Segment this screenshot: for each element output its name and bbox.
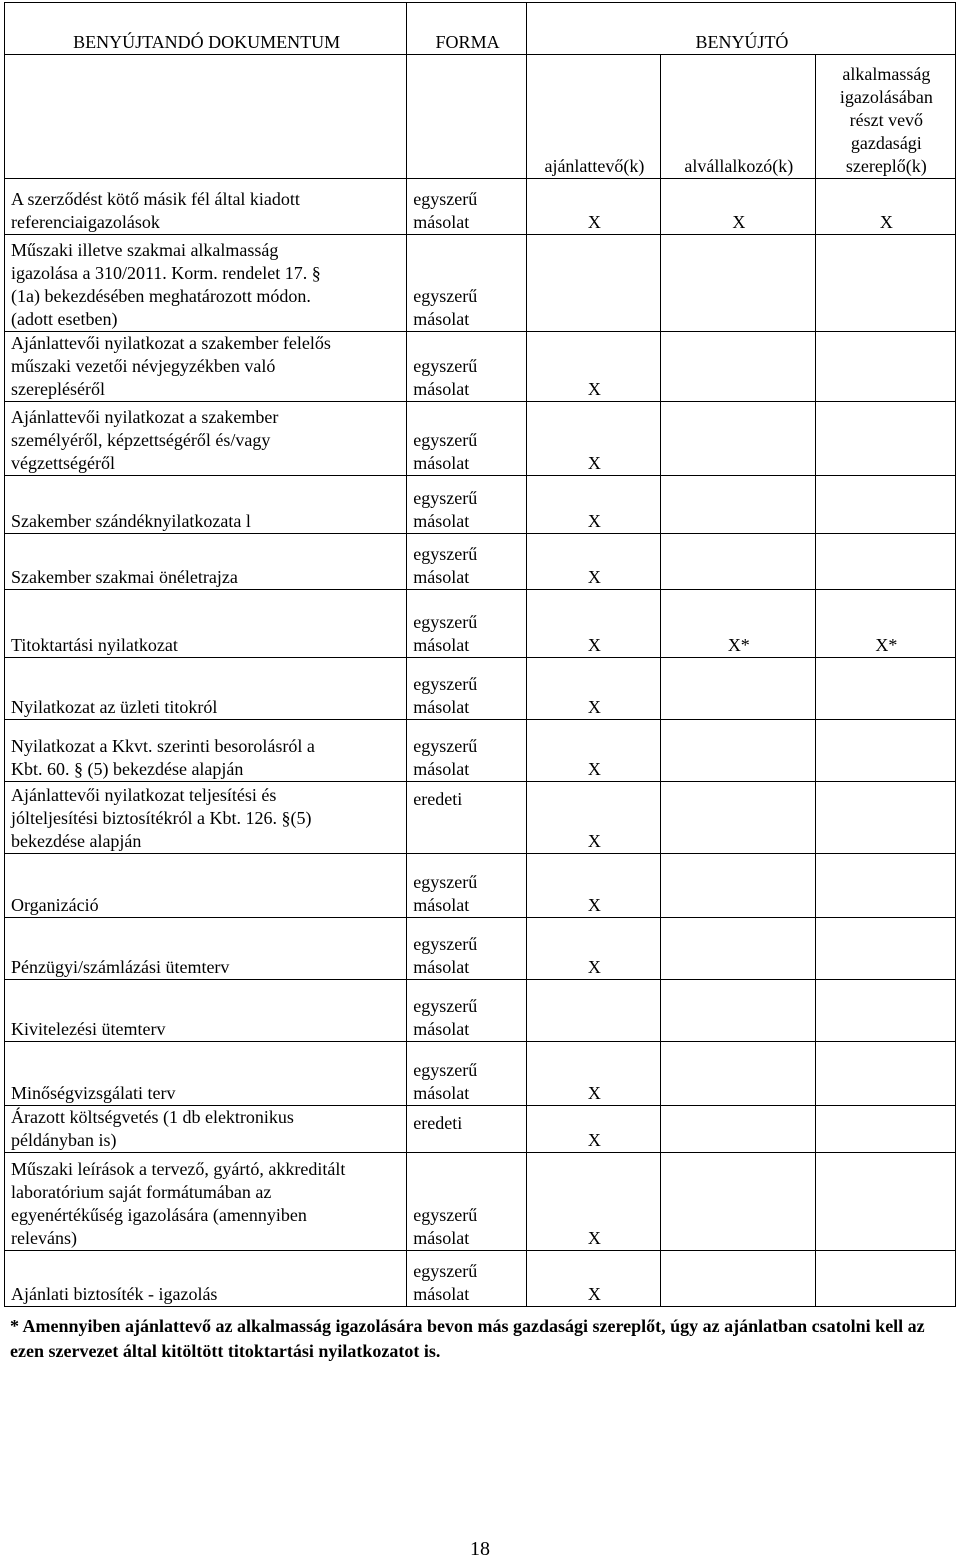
submitter-mark-a: X bbox=[526, 1153, 660, 1251]
document-name-line: Ajánlattevői nyilatkozat a szakember felelős bbox=[11, 333, 331, 353]
submitter-mark-c bbox=[815, 476, 955, 534]
submitter-mark-b bbox=[660, 332, 815, 402]
document-name-cell bbox=[5, 402, 407, 476]
table-row bbox=[5, 980, 956, 1042]
submitter-mark-b bbox=[660, 235, 815, 332]
submitter-mark-b bbox=[660, 402, 815, 476]
document-name-line: Nyilatkozat az üzleti titokról bbox=[11, 697, 218, 717]
form-line: másolat bbox=[413, 453, 470, 473]
header-capacity-line: szereplő(k) bbox=[845, 156, 927, 176]
header-capacity-participant bbox=[815, 55, 955, 179]
document-name-cell bbox=[5, 590, 407, 658]
submitter-mark-c bbox=[815, 235, 955, 332]
table-row bbox=[5, 1153, 956, 1251]
document-name-cell bbox=[5, 782, 407, 854]
header-bidder: ajánlattevő(k) bbox=[526, 55, 660, 179]
submitter-mark-c bbox=[815, 658, 955, 720]
submitter-mark-a: X bbox=[526, 918, 660, 980]
page-number: 18 bbox=[470, 1538, 490, 1560]
header-capacity-line: alkalmasság bbox=[842, 64, 931, 84]
document-name-line: laboratórium saját formátumában az bbox=[11, 1182, 272, 1202]
submitter-mark-a: X bbox=[526, 854, 660, 918]
document-name-cell bbox=[5, 980, 407, 1042]
submitter-mark-c bbox=[815, 854, 955, 918]
document-name-cell bbox=[5, 476, 407, 534]
form-line: másolat bbox=[413, 759, 470, 779]
document-name-cell bbox=[5, 1042, 407, 1106]
submitter-mark-a: X bbox=[526, 332, 660, 402]
submitter-mark-b bbox=[660, 1042, 815, 1106]
document-name-line: Árazott költségvetés (1 db elektronikus bbox=[11, 1107, 294, 1127]
submitter-mark-c bbox=[815, 1153, 955, 1251]
form-line: egyszerű bbox=[413, 1060, 478, 1080]
form-line: másolat bbox=[413, 697, 470, 717]
form-line: egyszerű bbox=[413, 544, 478, 564]
document-name-line: Kbt. 60. § (5) bekezdése alapján bbox=[11, 759, 244, 779]
document-name-line: A szerződést kötő másik fél által kiadott bbox=[11, 189, 300, 209]
document-name-line: Pénzügyi/számlázási ütemterv bbox=[11, 957, 230, 977]
submitter-mark-c bbox=[815, 1106, 955, 1153]
form-line: másolat bbox=[413, 895, 470, 915]
document-name-cell bbox=[5, 658, 407, 720]
document-name-line: Kivitelezési ütemterv bbox=[11, 1019, 166, 1039]
form-cell bbox=[407, 1153, 527, 1251]
document-name-line: Műszaki illetve szakmai alkalmasság bbox=[11, 240, 279, 260]
document-name-line: Minőségvizsgálati terv bbox=[11, 1083, 176, 1103]
form-line: egyszerű bbox=[413, 430, 478, 450]
table-row bbox=[5, 658, 956, 720]
document-name-line: igazolása a 310/2011. Korm. rendelet 17. § bbox=[11, 263, 321, 283]
submitter-mark-a bbox=[526, 235, 660, 332]
form-line: másolat bbox=[413, 1228, 470, 1248]
submitter-mark-b bbox=[660, 720, 815, 782]
document-name-line: referenciaigazolások bbox=[11, 212, 160, 232]
form-line: eredeti bbox=[413, 789, 463, 809]
form-line: másolat bbox=[413, 379, 470, 399]
document-name-line: Nyilatkozat a Kkvt. szerinti besorolásról a bbox=[11, 736, 315, 756]
form-line: egyszerű bbox=[413, 996, 478, 1016]
table-row bbox=[5, 534, 956, 590]
submitter-mark-b bbox=[660, 918, 815, 980]
document-name-line: végzettségéről bbox=[11, 453, 115, 473]
submitter-mark-c bbox=[815, 918, 955, 980]
submitter-mark-b bbox=[660, 476, 815, 534]
form-cell bbox=[407, 720, 527, 782]
document-name-cell bbox=[5, 918, 407, 980]
form-line: másolat bbox=[413, 511, 470, 531]
footnote: * Amennyiben ajánlattevő az alkalmasság igazolására bevon más gazdasági szereplőt, úgy az ajánlatban csatolni kell az ezen szervezet által kitöltött titoktartási nyilatkozatot is. bbox=[10, 1316, 925, 1361]
form-line: egyszerű bbox=[413, 356, 478, 376]
document-name-cell bbox=[5, 235, 407, 332]
table-row bbox=[5, 782, 956, 854]
submitter-mark-a: X bbox=[526, 720, 660, 782]
form-line: egyszerű bbox=[413, 736, 478, 756]
submitter-mark-c bbox=[815, 1251, 955, 1307]
document-name-line: (adott esetben) bbox=[11, 309, 118, 329]
document-name-line: bekezdése alapján bbox=[11, 831, 142, 851]
document-name-line: szerepléséről bbox=[11, 379, 105, 399]
submitter-mark-b: X* bbox=[660, 590, 815, 658]
header-capacity-line: igazolásában bbox=[839, 87, 933, 107]
table-row bbox=[5, 476, 956, 534]
table-row bbox=[5, 590, 956, 658]
form-cell bbox=[407, 534, 527, 590]
form-cell bbox=[407, 332, 527, 402]
submitter-mark-b bbox=[660, 1153, 815, 1251]
header-capacity-line: gazdasági bbox=[850, 133, 922, 153]
document-name-line: jólteljesítési biztosítékról a Kbt. 126. §(5) bbox=[11, 808, 312, 828]
submitter-mark-b bbox=[660, 1251, 815, 1307]
table-body bbox=[5, 179, 956, 1307]
submitter-mark-b bbox=[660, 534, 815, 590]
document-name-cell bbox=[5, 720, 407, 782]
form-cell bbox=[407, 854, 527, 918]
header-row-top bbox=[5, 3, 956, 55]
form-cell bbox=[407, 918, 527, 980]
table-row bbox=[5, 1106, 956, 1153]
form-line: másolat bbox=[413, 309, 470, 329]
document-name-cell bbox=[5, 1106, 407, 1153]
form-line: egyszerű bbox=[413, 674, 478, 694]
form-line: másolat bbox=[413, 1284, 470, 1304]
submitter-mark-a bbox=[526, 980, 660, 1042]
table-row bbox=[5, 402, 956, 476]
submitter-mark-a: X bbox=[526, 179, 660, 235]
document-name-line: műszaki vezetői névjegyzékben való bbox=[11, 356, 276, 376]
submitter-mark-c: X* bbox=[815, 590, 955, 658]
form-cell bbox=[407, 476, 527, 534]
form-cell bbox=[407, 235, 527, 332]
form-line: eredeti bbox=[413, 1113, 463, 1133]
document-name-cell bbox=[5, 534, 407, 590]
form-line: másolat bbox=[413, 1083, 470, 1103]
table-row bbox=[5, 235, 956, 332]
submitter-mark-b bbox=[660, 1106, 815, 1153]
form-line: egyszerű bbox=[413, 1261, 478, 1281]
form-line: másolat bbox=[413, 957, 470, 977]
document-name-line: Műszaki leírások a tervező, gyártó, akkreditált bbox=[11, 1159, 346, 1179]
document-name-line: egyenértékűség igazolására (amennyiben bbox=[11, 1205, 307, 1225]
header-capacity-line: részt vevő bbox=[849, 110, 924, 130]
document-name-line: Ajánlattevői nyilatkozat a szakember bbox=[11, 407, 279, 427]
submitter-mark-c bbox=[815, 782, 955, 854]
form-line: egyszerű bbox=[413, 1205, 478, 1225]
form-line: másolat bbox=[413, 1019, 470, 1039]
submitter-mark-a: X bbox=[526, 1106, 660, 1153]
document-requirements-table bbox=[4, 2, 956, 1307]
document-name-line: Ajánlattevői nyilatkozat teljesítési és bbox=[11, 785, 277, 805]
document-name-line: Szakember szakmai önéletrajza bbox=[11, 567, 238, 587]
form-cell bbox=[407, 590, 527, 658]
submitter-mark-c bbox=[815, 402, 955, 476]
document-name-line: (1a) bekezdésében meghatározott módon. bbox=[11, 286, 311, 306]
form-line: egyszerű bbox=[413, 189, 478, 209]
submitter-mark-c bbox=[815, 332, 955, 402]
header-subcontractor: alvállalkozó(k) bbox=[660, 55, 815, 179]
header-document: BENYÚJTANDÓ DOKUMENTUM bbox=[5, 3, 407, 55]
submitter-mark-a: X bbox=[526, 534, 660, 590]
document-name-line: Titoktartási nyilatkozat bbox=[11, 635, 178, 655]
submitter-mark-b bbox=[660, 782, 815, 854]
document-name-line: Szakember szándéknyilatkozata l bbox=[11, 511, 251, 531]
header-form: FORMA bbox=[407, 3, 527, 55]
submitter-mark-b bbox=[660, 854, 815, 918]
submitter-mark-a: X bbox=[526, 1251, 660, 1307]
document-name-line: személyéről, képzettségéről és/vagy bbox=[11, 430, 271, 450]
form-cell bbox=[407, 782, 527, 854]
submitter-mark-a: X bbox=[526, 590, 660, 658]
submitter-mark-b: X bbox=[660, 179, 815, 235]
submitter-mark-a: X bbox=[526, 476, 660, 534]
form-line: egyszerű bbox=[413, 934, 478, 954]
form-line: egyszerű bbox=[413, 488, 478, 508]
form-line: másolat bbox=[413, 212, 470, 232]
table-row bbox=[5, 179, 956, 235]
document-name-line: példányban is) bbox=[11, 1130, 117, 1150]
form-line: egyszerű bbox=[413, 286, 478, 306]
document-name-line: releváns) bbox=[11, 1228, 77, 1248]
form-cell bbox=[407, 980, 527, 1042]
header-row-bottom bbox=[5, 55, 956, 179]
submitter-mark-b bbox=[660, 658, 815, 720]
submitter-mark-c bbox=[815, 1042, 955, 1106]
submitter-mark-c: X bbox=[815, 179, 955, 235]
form-line: másolat bbox=[413, 567, 470, 587]
table-row bbox=[5, 1042, 956, 1106]
submitter-mark-b bbox=[660, 980, 815, 1042]
form-line: másolat bbox=[413, 635, 470, 655]
submitter-mark-a: X bbox=[526, 658, 660, 720]
document-name-cell bbox=[5, 1153, 407, 1251]
form-line: egyszerű bbox=[413, 612, 478, 632]
document-name-line: Organizáció bbox=[11, 895, 99, 915]
document-name-cell bbox=[5, 1251, 407, 1307]
form-cell bbox=[407, 1251, 527, 1307]
table-row bbox=[5, 854, 956, 918]
form-cell bbox=[407, 1042, 527, 1106]
table-row bbox=[5, 332, 956, 402]
document-name-line: Ajánlati biztosíték - igazolás bbox=[11, 1284, 218, 1304]
form-cell bbox=[407, 1106, 527, 1153]
table-row bbox=[5, 918, 956, 980]
document-name-cell bbox=[5, 179, 407, 235]
header-empty-form bbox=[407, 55, 527, 179]
form-cell bbox=[407, 179, 527, 235]
submitter-mark-c bbox=[815, 980, 955, 1042]
submitter-mark-a: X bbox=[526, 782, 660, 854]
header-submitter: BENYÚJTÓ bbox=[526, 3, 955, 55]
form-cell bbox=[407, 658, 527, 720]
table-row bbox=[5, 720, 956, 782]
submitter-mark-c bbox=[815, 534, 955, 590]
document-name-cell bbox=[5, 332, 407, 402]
header-empty-doc bbox=[5, 55, 407, 179]
form-line: egyszerű bbox=[413, 872, 478, 892]
form-cell bbox=[407, 402, 527, 476]
submitter-mark-c bbox=[815, 720, 955, 782]
table-row bbox=[5, 1251, 956, 1307]
submitter-mark-a: X bbox=[526, 402, 660, 476]
document-name-cell bbox=[5, 854, 407, 918]
submitter-mark-a: X bbox=[526, 1042, 660, 1106]
